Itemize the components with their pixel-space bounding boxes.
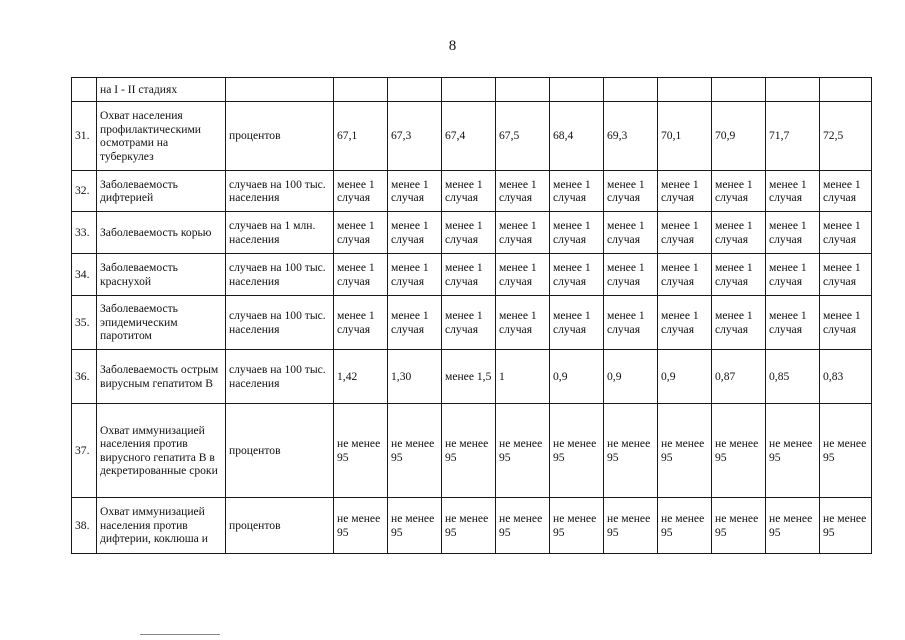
value-cell: не менее 95 (550, 404, 604, 498)
row-unit-cell: случаев на 100 тыс. населения (226, 171, 334, 212)
value-cell: менее 1 случая (604, 171, 658, 212)
value-cell: не менее 95 (766, 404, 820, 498)
row-number-cell: 32. (72, 171, 97, 212)
value-cell: менее 1 случая (658, 296, 712, 350)
value-cell: 1,30 (388, 350, 442, 404)
row-unit-cell: случаев на 100 тыс. населения (226, 254, 334, 296)
value-cell: менее 1 случая (604, 212, 658, 254)
table-row (72, 404, 872, 498)
table-row (72, 212, 872, 254)
value-cell: 67,3 (388, 102, 442, 171)
page-number: 8 (448, 38, 457, 54)
value-cell: 68,4 (550, 102, 604, 171)
value-cell: не менее 95 (388, 404, 442, 498)
value-cell: 0,85 (766, 350, 820, 404)
table-row (72, 102, 872, 171)
empty-cell (712, 78, 766, 102)
row-name-cell: на I - II стадиях (97, 78, 226, 102)
value-cell: не менее 95 (442, 404, 496, 498)
value-cell: менее 1 случая (496, 296, 550, 350)
empty-cell (334, 78, 388, 102)
value-cell: менее 1 случая (334, 254, 388, 296)
empty-cell (442, 78, 496, 102)
value-cell: менее 1 случая (550, 212, 604, 254)
value-cell: менее 1 случая (334, 171, 388, 212)
empty-cell (766, 78, 820, 102)
empty-cell (550, 78, 604, 102)
value-cell: менее 1 случая (442, 212, 496, 254)
value-cell: менее 1 случая (712, 254, 766, 296)
value-cell: не менее 95 (820, 404, 872, 498)
value-cell: не менее 95 (334, 498, 388, 554)
value-cell: 71,7 (766, 102, 820, 171)
row-number-cell: 37. (72, 404, 97, 498)
value-cell: 0,83 (820, 350, 872, 404)
value-cell: менее 1 случая (820, 171, 872, 212)
value-cell: не менее 95 (442, 498, 496, 554)
value-cell: 1,42 (334, 350, 388, 404)
value-cell: менее 1 случая (658, 212, 712, 254)
value-cell: менее 1 случая (388, 212, 442, 254)
table-row-continuation (72, 78, 872, 102)
value-cell: 67,5 (496, 102, 550, 171)
value-cell: менее 1 случая (712, 212, 766, 254)
value-cell: 1 (496, 350, 550, 404)
row-number-cell: 33. (72, 212, 97, 254)
value-cell: менее 1 случая (712, 296, 766, 350)
row-unit-cell: процентов (226, 404, 334, 498)
value-cell: менее 1 случая (550, 296, 604, 350)
value-cell: менее 1 случая (442, 254, 496, 296)
row-unit-cell: процентов (226, 102, 334, 171)
row-number-cell: 38. (72, 498, 97, 554)
value-cell: 0,9 (550, 350, 604, 404)
value-cell: менее 1 случая (388, 296, 442, 350)
value-cell: менее 1 случая (658, 171, 712, 212)
row-name-cell: Заболеваемость эпидемическим паротитом (97, 296, 226, 350)
value-cell: 70,1 (658, 102, 712, 171)
value-cell: 67,1 (334, 102, 388, 171)
value-cell: менее 1 случая (766, 212, 820, 254)
value-cell: менее 1 случая (442, 296, 496, 350)
value-cell: 67,4 (442, 102, 496, 171)
empty-cell (604, 78, 658, 102)
value-cell: 0,9 (658, 350, 712, 404)
value-cell: не менее 95 (712, 498, 766, 554)
value-cell: 70,9 (712, 102, 766, 171)
value-cell: менее 1 случая (496, 254, 550, 296)
value-cell: 69,3 (604, 102, 658, 171)
row-name-cell: Заболеваемость корью (97, 212, 226, 254)
row-number-cell: 36. (72, 350, 97, 404)
value-cell: менее 1,5 (442, 350, 496, 404)
table-row (72, 498, 872, 554)
value-cell: менее 1 случая (496, 171, 550, 212)
value-cell: менее 1 случая (766, 254, 820, 296)
row-unit-cell: случаев на 100 тыс. населения (226, 350, 334, 404)
row-name-cell: Заболеваемость дифтерией (97, 171, 226, 212)
value-cell: менее 1 случая (496, 212, 550, 254)
value-cell: менее 1 случая (388, 171, 442, 212)
value-cell: менее 1 случая (712, 171, 766, 212)
value-cell: не менее 95 (550, 498, 604, 554)
value-cell: не менее 95 (388, 498, 442, 554)
value-cell: 0,9 (604, 350, 658, 404)
row-number-cell: 34. (72, 254, 97, 296)
row-name-cell: Охват иммунизацией населения против вирусного гепатита В в декретированные сроки (97, 404, 226, 498)
table-row (72, 350, 872, 404)
table-body (72, 78, 872, 554)
value-cell: не менее 95 (496, 404, 550, 498)
table-row (72, 171, 872, 212)
value-cell: менее 1 случая (388, 254, 442, 296)
value-cell: менее 1 случая (658, 254, 712, 296)
value-cell: не менее 95 (604, 498, 658, 554)
value-cell: не менее 95 (658, 498, 712, 554)
value-cell: менее 1 случая (334, 296, 388, 350)
row-number-cell: 35. (72, 296, 97, 350)
value-cell: менее 1 случая (550, 171, 604, 212)
value-cell: менее 1 случая (604, 254, 658, 296)
value-cell: менее 1 случая (766, 171, 820, 212)
value-cell: менее 1 случая (442, 171, 496, 212)
row-number-cell (72, 78, 97, 102)
value-cell: 0,87 (712, 350, 766, 404)
row-number-cell: 31. (72, 102, 97, 171)
row-name-cell: Охват населения профилактическими осмотрами на туберкулез (97, 102, 226, 171)
row-name-cell: Заболеваемость краснухой (97, 254, 226, 296)
row-name-cell: Заболеваемость острым вирусным гепатитом В (97, 350, 226, 404)
row-unit-cell: процентов (226, 498, 334, 554)
value-cell: менее 1 случая (334, 212, 388, 254)
table-row (72, 254, 872, 296)
value-cell: не менее 95 (820, 498, 872, 554)
value-cell: не менее 95 (334, 404, 388, 498)
indicators-table (71, 77, 872, 554)
value-cell: не менее 95 (658, 404, 712, 498)
empty-cell (820, 78, 872, 102)
empty-cell (658, 78, 712, 102)
value-cell: менее 1 случая (604, 296, 658, 350)
value-cell: менее 1 случая (550, 254, 604, 296)
table-row (72, 296, 872, 350)
row-unit-cell: случаев на 100 тыс. населения (226, 296, 334, 350)
value-cell: менее 1 случая (820, 296, 872, 350)
row-unit-cell: случаев на 1 млн. населения (226, 212, 334, 254)
value-cell: не менее 95 (496, 498, 550, 554)
row-name-cell: Охват иммунизацией населения против дифтерии, коклюша и (97, 498, 226, 554)
value-cell: 72,5 (820, 102, 872, 171)
value-cell: менее 1 случая (766, 296, 820, 350)
value-cell: не менее 95 (604, 404, 658, 498)
empty-cell (226, 78, 334, 102)
empty-cell (496, 78, 550, 102)
value-cell: не менее 95 (712, 404, 766, 498)
footer-divider (140, 634, 220, 635)
value-cell: не менее 95 (766, 498, 820, 554)
value-cell: менее 1 случая (820, 254, 872, 296)
value-cell: менее 1 случая (820, 212, 872, 254)
empty-cell (388, 78, 442, 102)
